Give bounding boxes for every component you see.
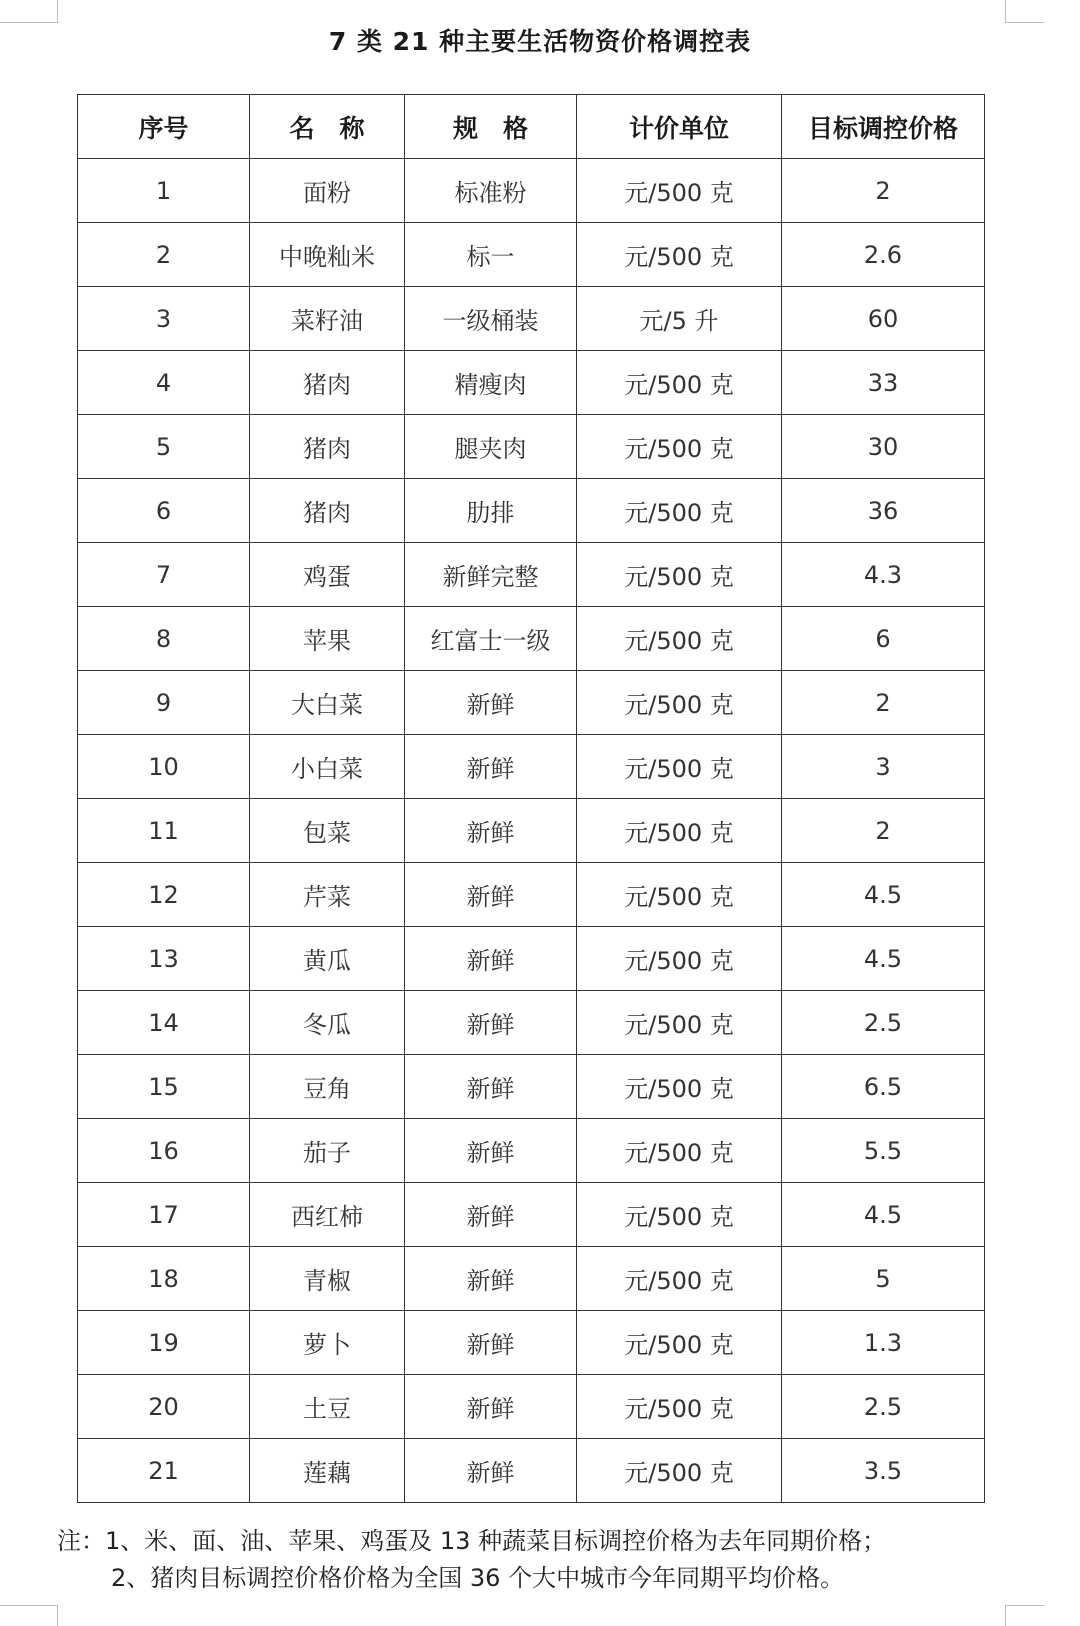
cell-target-price: 2 xyxy=(782,799,985,863)
notes xyxy=(57,1523,1057,1597)
cell-unit: 元/500 克 xyxy=(577,735,782,799)
cell-name: 猪肉 xyxy=(250,351,405,415)
cell-name: 苹果 xyxy=(250,607,405,671)
cell-serial-no: 9 xyxy=(78,671,250,735)
cell-spec: 一级桶装 xyxy=(405,287,577,351)
cell-name: 大白菜 xyxy=(250,671,405,735)
page-corner-mark xyxy=(1005,1605,1044,1626)
cell-unit: 元/500 克 xyxy=(577,351,782,415)
cell-name: 芹菜 xyxy=(250,863,405,927)
cell-serial-no: 1 xyxy=(78,159,250,223)
cell-target-price: 3 xyxy=(782,735,985,799)
cell-serial-no: 5 xyxy=(78,415,250,479)
table-row xyxy=(78,671,985,735)
cell-target-price: 4.5 xyxy=(782,1183,985,1247)
cell-spec: 新鲜 xyxy=(405,799,577,863)
cell-unit: 元/500 克 xyxy=(577,863,782,927)
cell-unit: 元/500 克 xyxy=(577,1183,782,1247)
cell-serial-no: 3 xyxy=(78,287,250,351)
cell-name: 面粉 xyxy=(250,159,405,223)
header-serial-no: 序号 xyxy=(78,95,250,159)
cell-serial-no: 7 xyxy=(78,543,250,607)
cell-spec: 新鲜完整 xyxy=(405,543,577,607)
page-corner-mark xyxy=(1005,0,1044,23)
cell-spec: 新鲜 xyxy=(405,927,577,991)
cell-spec: 红富士一级 xyxy=(405,607,577,671)
cell-spec: 标一 xyxy=(405,223,577,287)
cell-unit: 元/500 克 xyxy=(577,1247,782,1311)
note-line-1: 注：1、米、面、油、苹果、鸡蛋及 13 种蔬菜目标调控价格为去年同期价格； xyxy=(57,1527,887,1555)
cell-serial-no: 12 xyxy=(78,863,250,927)
cell-target-price: 4.3 xyxy=(782,543,985,607)
header-name: 名 称 xyxy=(250,95,405,159)
table-row xyxy=(78,607,985,671)
cell-unit: 元/5 升 xyxy=(577,287,782,351)
cell-name: 包菜 xyxy=(250,799,405,863)
cell-target-price: 5 xyxy=(782,1247,985,1311)
page-corner-mark xyxy=(0,1605,58,1626)
cell-serial-no: 6 xyxy=(78,479,250,543)
cell-unit: 元/500 克 xyxy=(577,927,782,991)
cell-unit: 元/500 克 xyxy=(577,799,782,863)
cell-serial-no: 20 xyxy=(78,1375,250,1439)
cell-name: 青椒 xyxy=(250,1247,405,1311)
cell-unit: 元/500 克 xyxy=(577,543,782,607)
cell-spec: 肋排 xyxy=(405,479,577,543)
table-body xyxy=(78,159,985,1503)
cell-spec: 新鲜 xyxy=(405,671,577,735)
cell-target-price: 1.3 xyxy=(782,1311,985,1375)
cell-spec: 腿夹肉 xyxy=(405,415,577,479)
cell-target-price: 2 xyxy=(782,671,985,735)
cell-serial-no: 19 xyxy=(78,1311,250,1375)
note-line-2: 2、猪肉目标调控价格价格为全国 36 个大中城市今年同期平均价格。 xyxy=(111,1564,845,1592)
cell-target-price: 6.5 xyxy=(782,1055,985,1119)
cell-unit: 元/500 克 xyxy=(577,991,782,1055)
cell-spec: 新鲜 xyxy=(405,863,577,927)
table-row xyxy=(78,991,985,1055)
table-row xyxy=(78,1375,985,1439)
cell-spec: 新鲜 xyxy=(405,1375,577,1439)
cell-serial-no: 8 xyxy=(78,607,250,671)
table-row xyxy=(78,863,985,927)
cell-name: 西红柿 xyxy=(250,1183,405,1247)
table-row xyxy=(78,415,985,479)
cell-spec: 新鲜 xyxy=(405,991,577,1055)
cell-spec: 新鲜 xyxy=(405,735,577,799)
cell-name: 菜籽油 xyxy=(250,287,405,351)
cell-unit: 元/500 克 xyxy=(577,671,782,735)
cell-name: 冬瓜 xyxy=(250,991,405,1055)
table-row xyxy=(78,1055,985,1119)
table-row xyxy=(78,543,985,607)
header-spec: 规 格 xyxy=(405,95,577,159)
cell-name: 中晚籼米 xyxy=(250,223,405,287)
cell-unit: 元/500 克 xyxy=(577,607,782,671)
cell-target-price: 36 xyxy=(782,479,985,543)
cell-serial-no: 18 xyxy=(78,1247,250,1311)
cell-spec: 新鲜 xyxy=(405,1055,577,1119)
cell-unit: 元/500 克 xyxy=(577,1055,782,1119)
cell-target-price: 30 xyxy=(782,415,985,479)
cell-name: 萝卜 xyxy=(250,1311,405,1375)
header-target-price: 目标调控价格 xyxy=(782,95,985,159)
cell-serial-no: 2 xyxy=(78,223,250,287)
cell-serial-no: 11 xyxy=(78,799,250,863)
cell-name: 莲藕 xyxy=(250,1439,405,1503)
cell-target-price: 3.5 xyxy=(782,1439,985,1503)
page-corner-mark xyxy=(0,0,58,23)
cell-serial-no: 14 xyxy=(78,991,250,1055)
table-row xyxy=(78,1183,985,1247)
cell-spec: 新鲜 xyxy=(405,1183,577,1247)
cell-name: 黄瓜 xyxy=(250,927,405,991)
cell-spec: 新鲜 xyxy=(405,1247,577,1311)
table-row xyxy=(78,223,985,287)
cell-target-price: 2.5 xyxy=(782,1375,985,1439)
cell-serial-no: 21 xyxy=(78,1439,250,1503)
cell-name: 鸡蛋 xyxy=(250,543,405,607)
table-row xyxy=(78,287,985,351)
cell-serial-no: 13 xyxy=(78,927,250,991)
price-control-table xyxy=(77,94,985,1503)
cell-serial-no: 15 xyxy=(78,1055,250,1119)
cell-unit: 元/500 克 xyxy=(577,1119,782,1183)
table-row xyxy=(78,735,985,799)
cell-name: 小白菜 xyxy=(250,735,405,799)
cell-target-price: 33 xyxy=(782,351,985,415)
cell-spec: 标准粉 xyxy=(405,159,577,223)
table-row xyxy=(78,1247,985,1311)
cell-name: 猪肉 xyxy=(250,415,405,479)
table-row xyxy=(78,1439,985,1503)
cell-serial-no: 10 xyxy=(78,735,250,799)
cell-unit: 元/500 克 xyxy=(577,1375,782,1439)
cell-unit: 元/500 克 xyxy=(577,159,782,223)
cell-target-price: 2 xyxy=(782,159,985,223)
cell-target-price: 2.6 xyxy=(782,223,985,287)
cell-target-price: 60 xyxy=(782,287,985,351)
cell-target-price: 4.5 xyxy=(782,927,985,991)
cell-unit: 元/500 克 xyxy=(577,223,782,287)
cell-target-price: 6 xyxy=(782,607,985,671)
cell-name: 茄子 xyxy=(250,1119,405,1183)
table-row xyxy=(78,927,985,991)
table-row xyxy=(78,351,985,415)
cell-serial-no: 4 xyxy=(78,351,250,415)
cell-target-price: 5.5 xyxy=(782,1119,985,1183)
table-row xyxy=(78,159,985,223)
header-unit: 计价单位 xyxy=(577,95,782,159)
cell-spec: 精瘦肉 xyxy=(405,351,577,415)
cell-name: 土豆 xyxy=(250,1375,405,1439)
cell-serial-no: 17 xyxy=(78,1183,250,1247)
cell-unit: 元/500 克 xyxy=(577,1311,782,1375)
cell-spec: 新鲜 xyxy=(405,1119,577,1183)
cell-target-price: 2.5 xyxy=(782,991,985,1055)
cell-spec: 新鲜 xyxy=(405,1439,577,1503)
table-row xyxy=(78,1119,985,1183)
cell-name: 豆角 xyxy=(250,1055,405,1119)
table-row xyxy=(78,479,985,543)
document-title: 7 类 21 种主要生活物资价格调控表 xyxy=(328,27,752,56)
cell-name: 猪肉 xyxy=(250,479,405,543)
cell-unit: 元/500 克 xyxy=(577,415,782,479)
table-header-row xyxy=(78,95,985,159)
cell-unit: 元/500 克 xyxy=(577,479,782,543)
cell-unit: 元/500 克 xyxy=(577,1439,782,1503)
cell-serial-no: 16 xyxy=(78,1119,250,1183)
cell-spec: 新鲜 xyxy=(405,1311,577,1375)
table-row xyxy=(78,1311,985,1375)
table-row xyxy=(78,799,985,863)
cell-target-price: 4.5 xyxy=(782,863,985,927)
